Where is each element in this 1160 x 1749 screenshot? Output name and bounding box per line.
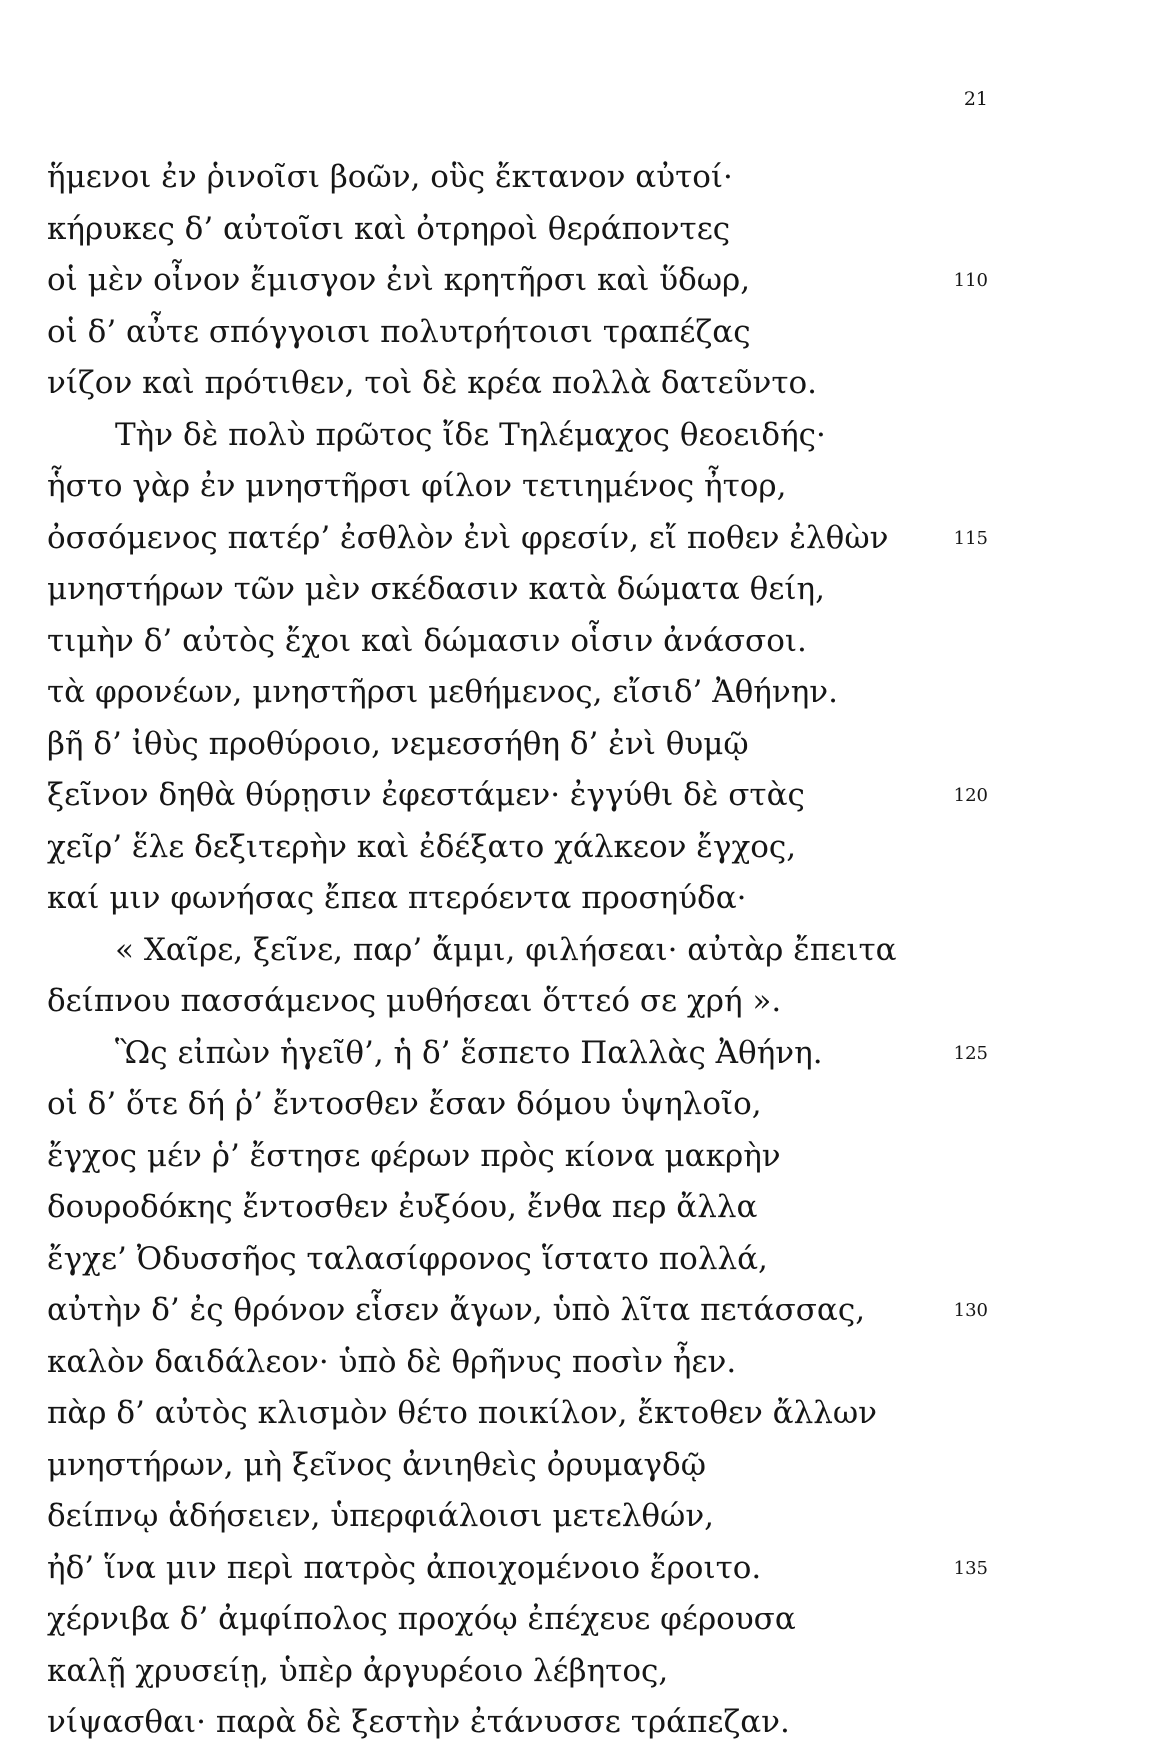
verse-number: 135 (953, 1557, 988, 1579)
verse-line (47, 255, 1107, 307)
verse-line (47, 873, 1107, 925)
verse-text: ἔγχος μέν ῥ’ ἔστησε φέρων πρὸς κίονα μακρὴν (47, 1137, 781, 1174)
verse-text: δείπνου πασσάμενος μυθήσεαι ὅττεό σε χρή ». (47, 983, 782, 1019)
verse-line (47, 1131, 1107, 1183)
verse-text: « Χαῖρε, ξεῖνε, παρ’ ἄμμι, φιλήσεαι· αὐτὰρ ἔπειτα (115, 931, 897, 968)
verse-text: κήρυκες δ’ αὐτοῖσι καὶ ὀτρηροὶ θεράποντες (47, 210, 731, 247)
verse-text: οἱ δ’ αὖτε σπόγγοισι πολυτρήτοισι τραπέζας (47, 313, 751, 350)
verse-number: 125 (953, 1042, 988, 1064)
verse-text: ξεῖνον δηθὰ θύρῃσιν ἐφεστάμεν· ἐγγύθι δὲ στὰς (47, 777, 805, 813)
verse-line (47, 1182, 1107, 1234)
verse-text: ἔγχε’ Ὀδυσσῆος ταλασίφρονος ἵστατο πολλά, (47, 1240, 768, 1277)
verse-line (47, 1285, 1107, 1337)
verse-line (47, 410, 1107, 462)
verse-text: καί μιν φωνήσας ἔπεα πτερόεντα προσηύδα· (47, 880, 747, 916)
verse-block (47, 152, 1107, 1749)
verse-text: αὐτὴν δ’ ἐς θρόνον εἷσεν ἄγων, ὑπὸ λῖτα πετάσσας, (47, 1292, 866, 1328)
verse-line (47, 1079, 1107, 1131)
verse-text: δείπνῳ ἁδήσειεν, ὑπερφιάλοισι μετελθών, (47, 1498, 715, 1534)
verse-line (47, 461, 1107, 513)
verse-line (47, 1543, 1107, 1595)
verse-text: μνηστήρων, μὴ ξεῖνος ἀνιηθεὶς ὀρυμαγδῷ (47, 1446, 706, 1483)
verse-text: τὰ φρονέων, μνηστῆρσι μεθήμενος, εἴσιδ’ Ἀθήνην. (47, 674, 838, 710)
verse-line (47, 719, 1107, 771)
verse-line (47, 513, 1107, 565)
verse-line (47, 1594, 1107, 1646)
verse-line (47, 358, 1107, 410)
verse-text: ἧστο γὰρ ἐν μνηστῆρσι φίλον τετιημένος ἦτορ, (47, 468, 787, 504)
verse-text: οἱ δ’ ὅτε δή ῥ’ ἔντοσθεν ἔσαν δόμου ὑψηλοῖο, (47, 1086, 762, 1122)
verse-line (47, 1491, 1107, 1543)
verse-text: νίψασθαι· παρὰ δὲ ξεστὴν ἐτάνυσσε τράπεζαν. (47, 1704, 790, 1740)
verse-text: Τὴν δὲ πολὺ πρῶτος ἴδε Τηλέμαχος θεοειδής· (115, 416, 826, 453)
verse-line (47, 925, 1107, 977)
verse-number: 110 (953, 270, 988, 291)
verse-text: τιμὴν δ’ αὐτὸς ἔχοι καὶ δώμασιν οἷσιν ἀνάσσοι. (47, 622, 807, 659)
verse-line (47, 1388, 1107, 1440)
verse-line (47, 1337, 1107, 1389)
verse-text: ἥμενοι ἐν ῥινοῖσι βοῶν, οὓς ἔκτανον αὐτοί· (47, 159, 733, 195)
verse-line (47, 667, 1107, 719)
verse-line (47, 1234, 1107, 1286)
verse-number: 120 (953, 785, 988, 806)
verse-text: νίζον καὶ πρότιθεν, τοὶ δὲ κρέα πολλὰ δατεῦντο. (47, 365, 818, 401)
verse-line (47, 204, 1107, 256)
verse-text: δουροδόκης ἔντοσθεν ἐυξόου, ἔνθα περ ἄλλα (47, 1189, 758, 1225)
verse-text: χέρνιβα δ’ ἀμφίπολος προχόῳ ἐπέχευε φέρουσα (47, 1601, 796, 1637)
verse-line (47, 616, 1107, 668)
verse-line (47, 1646, 1107, 1698)
page-number: 21 (963, 88, 988, 110)
verse-line (47, 976, 1107, 1028)
verse-text: μνηστήρων τῶν μὲν σκέδασιν κατὰ δώματα θείη, (47, 571, 825, 607)
verse-line (47, 564, 1107, 616)
verse-text: οἱ μὲν οἶνον ἔμισγον ἐνὶ κρητῆρσι καὶ ὕδωρ, (47, 262, 751, 298)
verse-line (47, 1440, 1107, 1492)
verse-line (47, 1028, 1107, 1080)
verse-line (47, 822, 1107, 874)
verse-line (47, 1697, 1107, 1749)
verse-text: ὀσσόμενος πατέρ’ ἐσθλὸν ἐνὶ φρεσίν, εἴ ποθεν ἐλθὼν (47, 519, 889, 556)
verse-text: καλὸν δαιδάλεον· ὑπὸ δὲ θρῆνυς ποσὶν ἦεν. (47, 1343, 737, 1380)
verse-text: ἠδ’ ἵνα μιν περὶ πατρὸς ἀποιχομένοιο ἔροιτο. (47, 1549, 762, 1586)
verse-text: βῆ δ’ ἰθὺς προθύροιο, νεμεσσήθη δ’ ἐνὶ θυμῷ (47, 725, 749, 762)
verse-number: 115 (953, 527, 988, 549)
verse-number: 130 (953, 1300, 988, 1321)
verse-text: Ὣς εἰπὼν ἡγεῖθ’, ἡ δ’ ἕσπετο Παλλὰς Ἀθήνη. (115, 1034, 823, 1071)
verse-text: χεῖρ’ ἕλε δεξιτερὴν καὶ ἐδέξατο χάλκεον ἔγχος, (47, 828, 797, 865)
verse-line (47, 307, 1107, 359)
verse-text: καλῇ χρυσείῃ, ὑπὲρ ἀργυρέοιο λέβητος, (47, 1652, 669, 1689)
verse-line (47, 770, 1107, 822)
verse-text: πὰρ δ’ αὐτὸς κλισμὸν θέτο ποικίλον, ἔκτοθεν ἄλλων (47, 1395, 877, 1431)
verse-line (47, 152, 1107, 204)
